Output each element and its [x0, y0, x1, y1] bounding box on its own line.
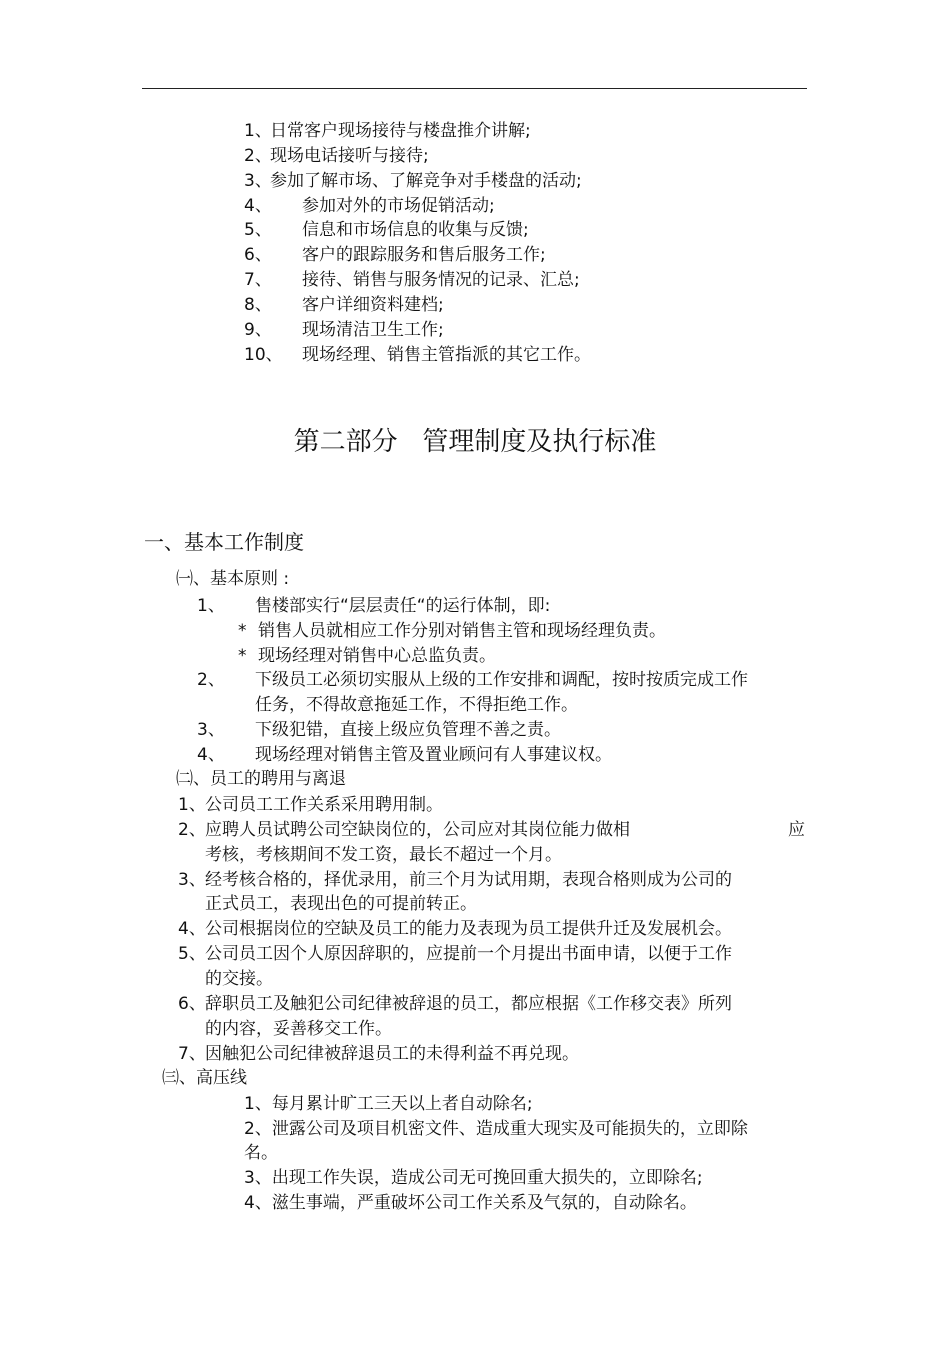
list-number: 8、	[244, 295, 272, 315]
list-number: 2、	[244, 146, 272, 166]
list-number: 7、	[244, 270, 272, 290]
list-number: 4、	[178, 919, 206, 939]
bullet-star: *	[238, 621, 247, 641]
list-item: 客户的跟踪服务和售后服务工作;	[302, 245, 546, 265]
list-number: 5、	[178, 944, 206, 964]
list-number: 1、	[178, 795, 206, 815]
list-number: 6、	[178, 994, 206, 1014]
list-item-continuation: 的交接。	[205, 969, 273, 989]
list-number: 3、	[197, 720, 225, 740]
list-number: 4、	[244, 196, 272, 216]
list-number: 6、	[244, 245, 272, 265]
list-item: 2、泄露公司及项目机密文件、造成重大现实及可能损失的，立即除	[244, 1119, 748, 1139]
list-item: 应聘人员试聘公司空缺岗位的，公司应对其岗位能力做相	[205, 820, 630, 840]
list-item: 下级员工必须切实服从上级的工作安排和调配，按时按质完成工作	[255, 670, 748, 690]
list-item: 下级犯错，直接上级应负管理不善之责。	[255, 720, 561, 740]
list-item: 现场电话接听与接待;	[270, 146, 429, 166]
list-number: 3、	[178, 870, 206, 890]
list-number: 5、	[244, 220, 272, 240]
list-item: 辞职员工及触犯公司纪律被辞退的员工，都应根据《工作移交表》所列	[205, 994, 732, 1014]
list-number: 1、	[244, 121, 272, 141]
subsection-heading: ㈠、基本原则 :	[176, 569, 290, 589]
list-item: 售楼部实行“层层责任“的运行体制，即:	[255, 596, 551, 616]
list-item: 参加了解市场、了解竞争对手楼盘的活动;	[270, 171, 582, 191]
list-item-continuation: 名。	[244, 1143, 278, 1163]
subsection-heading: ㈢、高压线	[162, 1068, 247, 1088]
list-number: 3、	[244, 171, 272, 191]
list-item: 接待、销售与服务情况的记录、汇总;	[302, 270, 580, 290]
list-item: 公司员工因个人原因辞职的，应提前一个月提出书面申请，以便于工作	[205, 944, 732, 964]
list-item-continuation: 任务，不得故意拖延工作，不得拒绝工作。	[255, 695, 578, 715]
list-number: 4、	[197, 745, 225, 765]
section-heading: 一、基本工作制度	[144, 530, 304, 554]
list-item: 3、出现工作失误，造成公司无可挽回重大损失的，立即除名;	[244, 1168, 703, 1188]
list-item: 参加对外的市场促销活动;	[302, 196, 495, 216]
part-title: 第二部分 管理制度及执行标准	[293, 427, 657, 457]
list-number: 7、	[178, 1044, 206, 1064]
subsection-heading: ㈡、员工的聘用与离退	[176, 769, 346, 789]
list-item: 1、每月累计旷工三天以上者自动除名;	[244, 1094, 533, 1114]
list-item: 4、滋生事端，严重破坏公司工作关系及气氛的，自动除名。	[244, 1193, 697, 1213]
list-number: 2、	[178, 820, 206, 840]
list-item: 因触犯公司纪律被辞退员工的未得利益不再兑现。	[205, 1044, 579, 1064]
list-item: 现场经理对销售中心总监负责。	[258, 646, 496, 666]
list-item: 公司根据岗位的空缺及员工的能力及表现为员工提供升迁及发展机会。	[205, 919, 732, 939]
list-item: 现场经理对销售主管及置业顾问有人事建议权。	[255, 745, 612, 765]
header-rule	[142, 88, 807, 89]
list-item: 销售人员就相应工作分别对销售主管和现场经理负责。	[258, 621, 666, 641]
list-item-continuation: 的内容，妥善移交工作。	[205, 1019, 392, 1039]
list-number: 9、	[244, 320, 272, 340]
list-item-continuation: 正式员工，表现出色的可提前转正。	[205, 894, 477, 914]
bullet-star: *	[238, 646, 247, 666]
list-item: 客户详细资料建档;	[302, 295, 444, 315]
list-item: 现场清洁卫生工作;	[302, 320, 444, 340]
list-number: 2、	[197, 670, 225, 690]
list-item-continuation: 考核，考核期间不发工资，最长不超过一个月。	[205, 845, 562, 865]
list-item: 公司员工工作关系采用聘用制。	[205, 795, 443, 815]
list-number: 1、	[197, 596, 225, 616]
list-item: 现场经理、销售主管指派的其它工作。	[302, 345, 591, 365]
list-item: 日常客户现场接待与楼盘推介讲解;	[270, 121, 531, 141]
list-item: 经考核合格的，择优录用，前三个月为试用期，表现合格则成为公司的	[205, 870, 732, 890]
list-number: 10、	[244, 345, 283, 365]
list-item-tail: 应	[788, 820, 805, 840]
list-item: 信息和市场信息的收集与反馈;	[302, 220, 529, 240]
